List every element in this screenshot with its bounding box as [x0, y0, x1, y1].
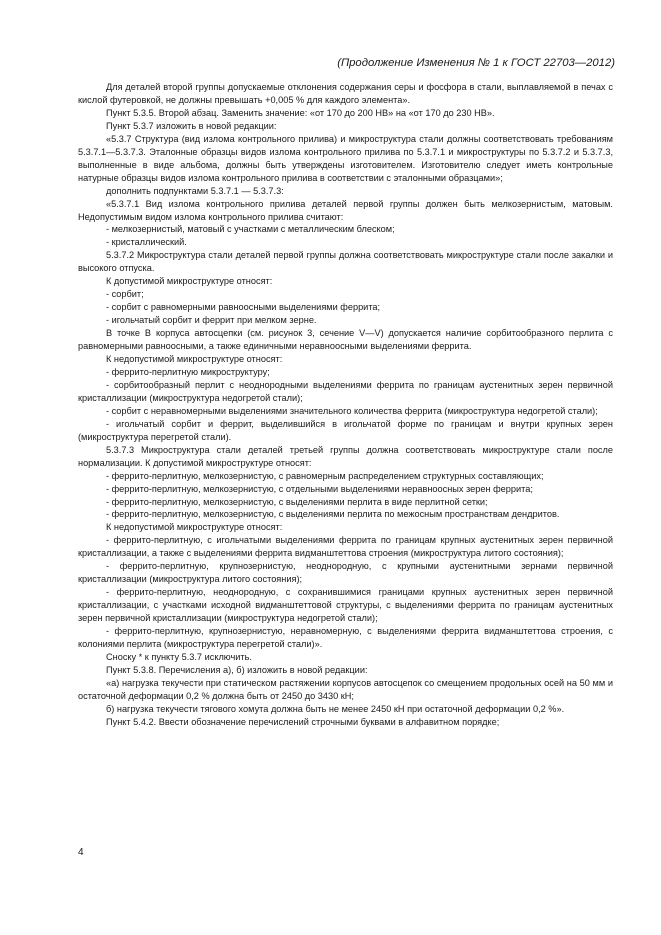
paragraph: - феррито-перлитную, крупнозернистую, неоднородную, с крупными аустенитными зернами первичной кристаллизации (микроструктура литого состояния); — [78, 561, 613, 585]
paragraph: Пункт 5.3.8. Перечисления а), б) изложить в новой редакции: — [106, 664, 368, 675]
page-number: 4 — [78, 847, 84, 858]
paragraph: - сорбитообразный перлит с неоднородными выделениями феррита по границам аустенитных зерен первичной кристаллизации (микроструктура недогретой стали); — [78, 379, 613, 403]
paragraph: дополнить подпунктами 5.3.7.1 — 5.3.7.3: — [106, 185, 284, 196]
paragraph: Пункт 5.3.7 изложить в новой редакции: — [106, 120, 277, 131]
paragraph: 5.3.7.3 Микроструктура стали деталей третьей группы должна соответствовать микроструктуре стали после нормализации. К допустимой микроструктуре относят: — [78, 444, 613, 468]
paragraph: «а) нагрузка текучести при статическом растяжении корпусов автосцепок со смещением продольных осей на 50 мм и остаточной деформации 0,2 % должна быть от 2450 до 3430 кН; — [78, 677, 613, 701]
paragraph: - мелкозернистый, матовый с участками с металлическим блеском; — [106, 224, 395, 235]
paragraph: - игольчатый сорбит и феррит при мелком зерне. — [106, 315, 317, 326]
paragraph: - феррито-перлитную, мелкозернистую, с выделениями перлита в виде перлитной сетки; — [106, 496, 488, 507]
running-header: (Продолжение Изменения № 1 к ГОСТ 22703—2012) — [337, 57, 615, 69]
paragraph: - феррито-перлитную, мелкозернистую, с выделениями перлита по межосным пространствам дендритов. — [106, 509, 560, 520]
paragraph: - феррито-перлитную, с игольчатыми выделениями феррита по границам крупных аустенитных зерен первичной кристаллизации, а также с выделениями феррита видманштеттова строения (микроструктура литого состояния); — [78, 535, 613, 559]
paragraph: К допустимой микроструктуре относят: — [106, 276, 273, 287]
paragraph: 5.3.7.2 Микроструктура стали деталей первой группы должна соответствовать микроструктуре стали после закалки и высокого отпуска. — [78, 250, 613, 274]
paragraph: - феррито-перлитную, мелкозернистую, с равномерным распределением структурных составляющих; — [106, 470, 544, 481]
paragraph: - кристаллический. — [106, 237, 187, 248]
paragraph: Пункт 5.4.2. Ввести обозначение перечислений строчными буквами в алфавитном порядке; — [106, 716, 500, 727]
paragraph: - сорбит с неравномерными выделениями значительного количества феррита (микроструктура недогретой стали); — [106, 405, 598, 416]
paragraph: - феррито-перлитную, крупнозернистую, неравномерную, с выделениями феррита видманштеттова строения, с колониями перлита (микроструктура перегретой стали)». — [78, 626, 613, 649]
paragraph: Для деталей второй группы допускаемые отклонения содержания серы и фосфора в стали, выплавляемой в печах с кислой футеровкой, не должны превышать +0,005 % для каждого элемента». — [78, 82, 613, 105]
paragraph: - феррито-перлитную микроструктуру; — [106, 366, 270, 377]
paragraph: Сноску * к пункту 5.3.7 исключить. — [106, 651, 252, 662]
paragraph: - феррито-перлитную, неоднородную, с сохранившимися границами крупных аустенитных зерен первичной кристаллизации, с участками исходной видманштеттовой структуры, с выделениями феррита по границам аустенитных зерен первичной кристаллизации (микроструктура недогретой стали); — [78, 587, 613, 624]
paragraph: К недопустимой микроструктуре относят: — [106, 522, 283, 533]
paragraph: - феррито-перлитную, мелкозернистую, с отдельными выделениями неравноосных зерен феррита; — [106, 483, 533, 494]
paragraph: «5.3.7.1 Вид излома контрольного прилива деталей первой группы должен быть мелкозернистым, матовым. Недопустимым видом излома контрольного прилива считают: — [78, 198, 613, 222]
paragraph: К недопустимой микроструктуре относят: — [106, 354, 283, 365]
paragraph: «5.3.7 Структура (вид излома контрольного прилива) и микроструктура стали должны соответствовать требованиям 5.3.7.1—5.3.7.3. Эталонные образцы видов излома контрольного прилива по 5.3.7.1 и микроструктуры по 5.3.7.2 и 5.3.7.3, выполненные в виде альбома, должны быть утверждены изготовителем. Изготовителю следует иметь контрольные натурные образцы видов излома контрольного прилива в соответствии с эталонными образцами»; — [78, 133, 613, 183]
paragraph: - сорбит с равномерными равноосными выделениями феррита; — [106, 302, 381, 313]
paragraph: Пункт 5.3.5. Второй абзац. Заменить значение: «от 170 до 200 НВ» на «от 170 до 230 НВ». — [106, 107, 495, 118]
paragraph: б) нагрузка текучести тягового хомута должна быть не менее 2450 кН при остаточной деформации 0,2 %». — [106, 703, 565, 714]
paragraph: - сорбит; — [106, 289, 144, 300]
paragraph: - игольчатый сорбит и феррит, выделившийся в игольчатой форме по границам и внутри крупных зерен (микроструктура перегретой стали). — [78, 418, 613, 442]
paragraph: В точке В корпуса автосцепки (см. рисунок 3, сечение V—V) допускается наличие сорбитообразного перлита с равномерными равноосными, а также единичными неравноосными выделениями феррита. — [78, 328, 613, 352]
document-body — [78, 81, 613, 729]
